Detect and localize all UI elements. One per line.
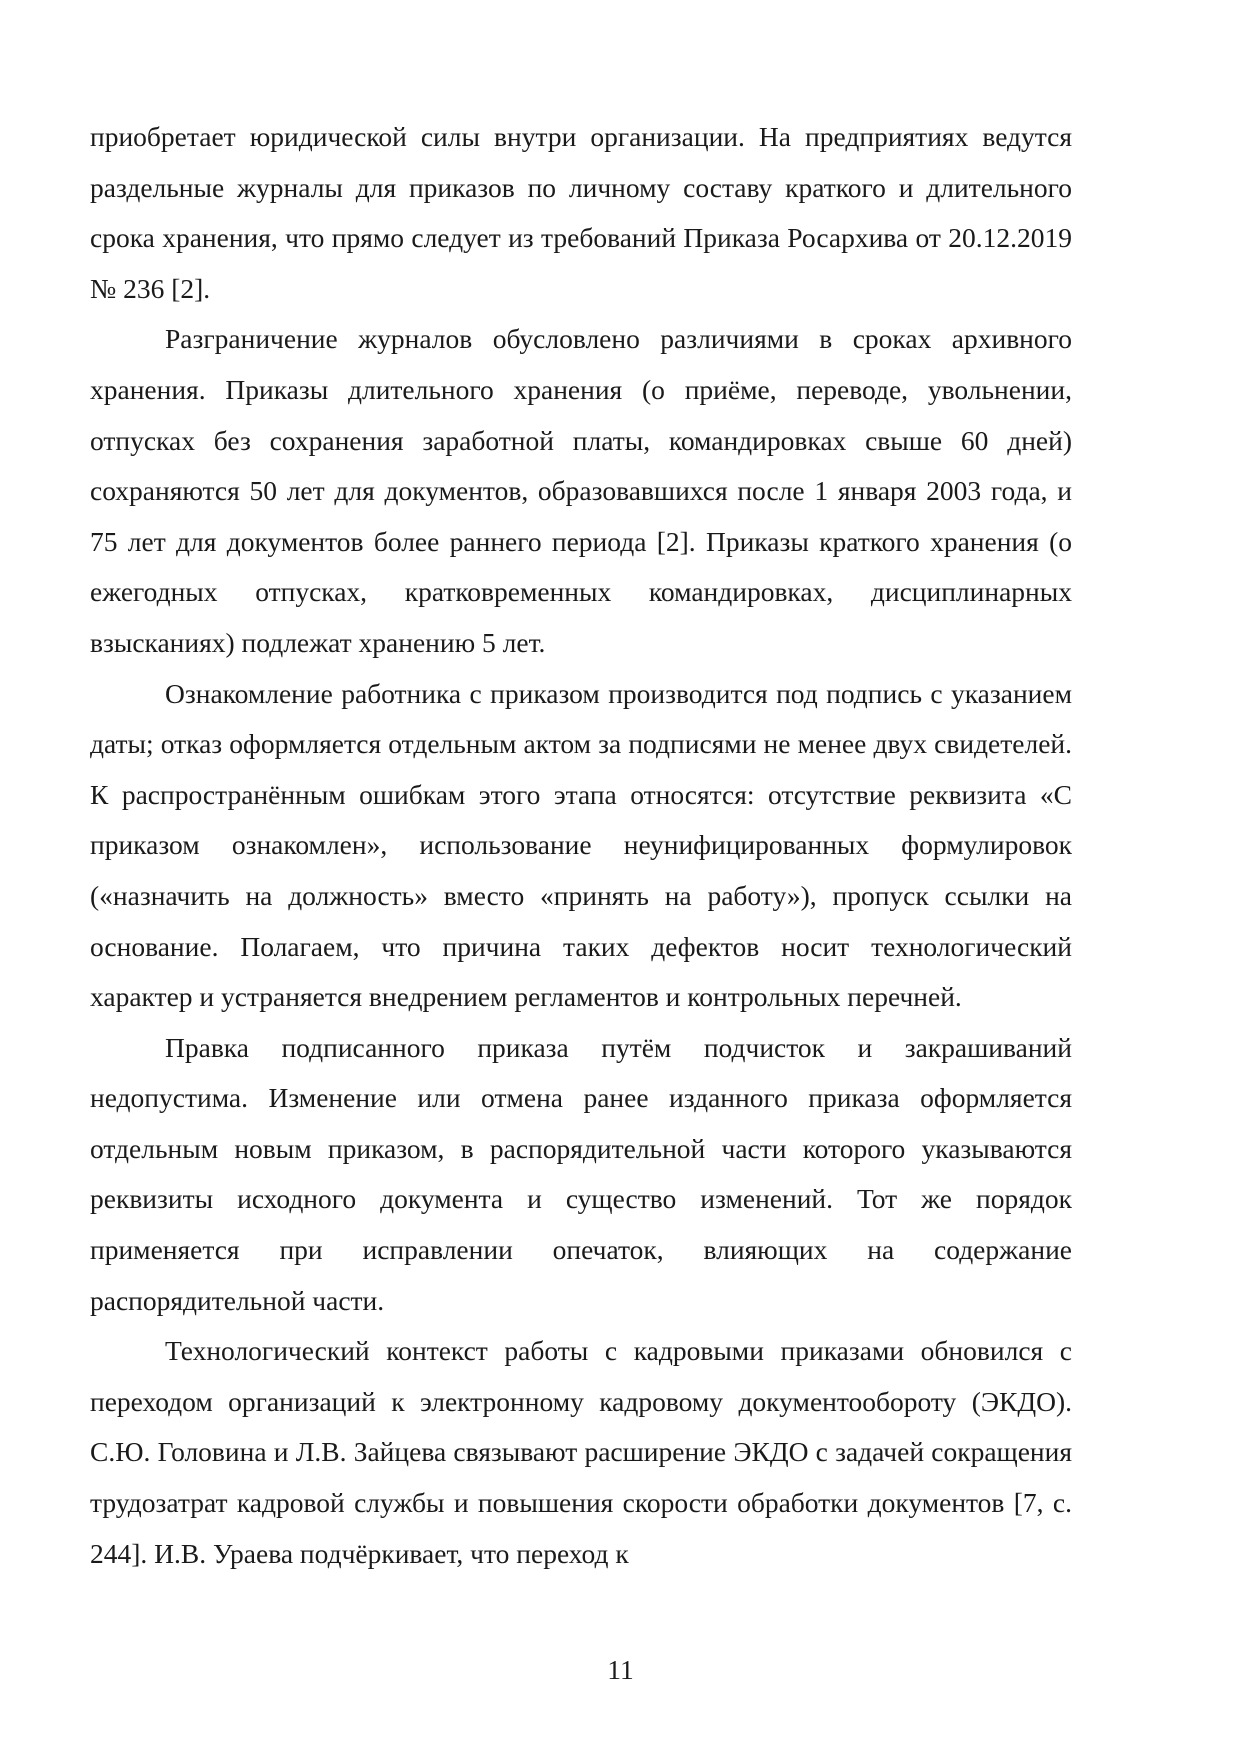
paragraph: Ознакомление работника с приказом производится под подпись с указанием даты; отказ оформляется отдельным актом за подписями не менее двух свидетелей. К распространённым ошибкам этого этапа относятся: отсутствие реквизита «С приказом ознакомлен», использование неунифицированных формулировок («назначить на должность» вместо «принять на работу»), пропуск ссылки на основание. Полагаем, что причина таких дефектов носит технологический характер и устраняется внедрением регламентов и контрольных перечней. (90, 677, 1072, 1013)
paragraph: Правка подписанного приказа путём подчисток и закрашиваний недопустима. Изменение или отмена ранее изданного приказа оформляется отдельным новым приказом, в распорядительной части которого указываются реквизиты исходного документа и существо изменений. Тот же порядок применяется при исправлении опечаток, влияющих на содержание распорядительной части. (90, 1031, 1072, 1316)
paragraph: Технологический контекст работы с кадровыми приказами обновился с переходом организаций к электронному кадровому документообороту (ЭКДО). С.Ю. Головина и Л.В. Зайцева связывают расширение ЭКДО с задачей сокращения трудозатрат кадровой службы и повышения скорости обработки документов [7, с. 244]. И.В. Ураева подчёркивает, что переход к (90, 1335, 1072, 1569)
page-number: 11 (607, 1654, 634, 1685)
body-text (90, 112, 1072, 1579)
paragraph: Разграничение журналов обусловлено различиями в сроках архивного хранения. Приказы длительного хранения (о приёме, переводе, увольнении, отпусках без сохранения заработной платы, командировках свыше 60 дней) сохраняются 50 лет для документов, образовавшихся после 1 января 2003 года, и 75 лет для документов более раннего периода [2]. Приказы краткого хранения (о ежегодных отпусках, кратковременных командировках, дисциплинарных взысканиях) подлежат хранению 5 лет. (90, 323, 1072, 658)
paragraph-continued: приобретает юридической силы внутри организации. На предприятиях ведутся раздельные журналы для приказов по личному составу краткого и длительного срока хранения, что прямо следует из требований Приказа Росархива от 20.12.2019 № 236 [2]. (90, 121, 1072, 304)
